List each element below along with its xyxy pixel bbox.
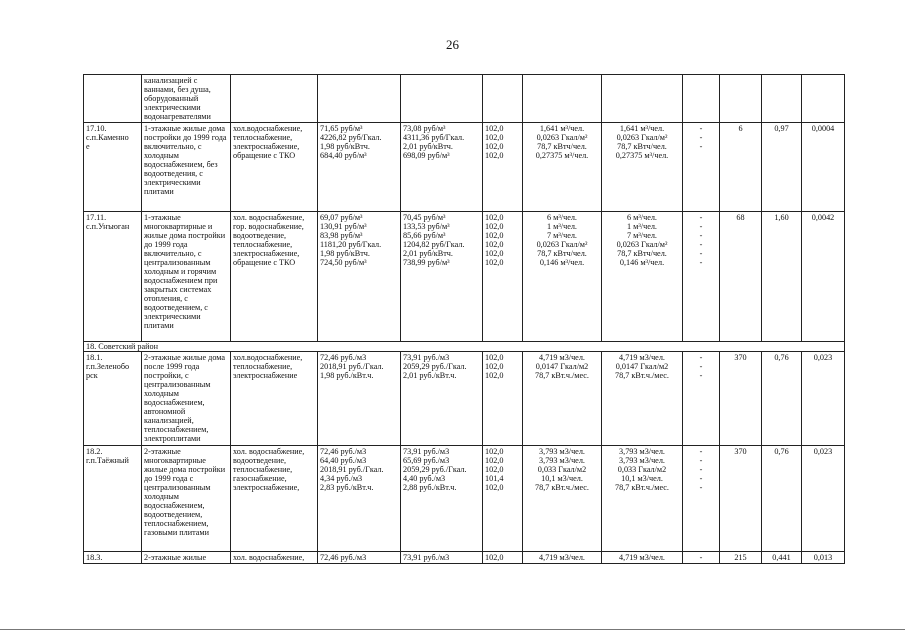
building-type-cell: 2-этажные жилые дома после 1999 года постройки, с централизованным холодным водоснабжением, автономной канализацией, теплоснабжением, электроплитами (142, 352, 231, 446)
index-cell: 102,0 102,0 102,0 101,4 102,0 (483, 446, 523, 552)
services-cell (231, 75, 318, 123)
index-cell: 102,0 (483, 552, 523, 564)
value-cell: 0,97 (762, 123, 802, 212)
norm-first-period-cell: 6 м³/чел. 1 м³/чел. 7 м³/чел. 0,0263 Гкал/м² 78,7 кВтч/чел. 0,146 м³/чел. (523, 212, 602, 342)
tariff-first-period-cell (318, 75, 401, 123)
row-number-cell: 18.3. (84, 552, 142, 564)
value-cell: 0,76 (762, 446, 802, 552)
table-row (84, 212, 845, 342)
value-cell: 0,76 (762, 352, 802, 446)
index-cell: 102,0 102,0 102,0 102,0 102,0 102,0 (483, 212, 523, 342)
tariff-first-period-cell: 71,65 руб/м³ 4226,82 руб/Гкал. 1,98 руб/кВтч. 684,40 руб/м³ (318, 123, 401, 212)
building-type-cell: 1-этажные многоквартирные и жилые дома постройки до 1999 года включительно, с централизованным холодным и горячим водоснабжением при закрытых системах отопления, с водоотведением, с электрическими плитами (142, 212, 231, 342)
share-cell: 0,023 (802, 446, 845, 552)
tariff-second-period-cell: 73,91 руб./м3 65,69 руб./м3 2059,29 руб./Гкал. 4,40 руб./м3 2,88 руб./кВт.ч. (401, 446, 483, 552)
dash-cell: - - - - - - (683, 212, 720, 342)
building-type-cell: 1-этажные жилые дома постройки до 1999 года включительно, с холодным водоснабжением, без водоотведения, с электрическими плитами (142, 123, 231, 212)
index-cell: 102,0 102,0 102,0 102,0 (483, 123, 523, 212)
services-cell: хол.водоснабжение, теплоснабжение, электроснабжение, обращение с ТКО (231, 123, 318, 212)
value-cell (762, 75, 802, 123)
value-cell: 1,60 (762, 212, 802, 342)
norm-second-period-cell: 6 м³/чел. 1 м³/чел. 7 м³/чел. 0,0263 Гкал/м² 78,7 кВтч/чел. 0,146 м³/чел. (602, 212, 683, 342)
tariff-second-period-cell: 73,91 руб./м3 (401, 552, 483, 564)
dash-cell: - - - (683, 123, 720, 212)
dash-cell: - - - - - (683, 446, 720, 552)
row-number-cell: 18.1. г.п.Зеленобо рск (84, 352, 142, 446)
building-type-cell: 2-этажные многоквартирные жилые дома постройки до 1999 года с централизованным холодным водоснабжением, водоотведением, теплоснабжением, газовыми плитами (142, 446, 231, 552)
share-cell: 0,013 (802, 552, 845, 564)
table-body (84, 75, 845, 564)
table-row (84, 552, 845, 564)
scan-edge-line (0, 629, 905, 630)
tariff-second-period-cell: 70,45 руб/м³ 133,53 руб/м³ 85,66 руб/м³ 1204,82 руб/Гкал. 2,01 руб/кВтч. 738,99 руб/м³ (401, 212, 483, 342)
page-number: 26 (446, 37, 459, 52)
table-row (84, 75, 845, 123)
district-heading-row (84, 342, 845, 352)
tariff-second-period-cell: 73,91 руб./м3 2059,29 руб./Гкал. 2,01 руб./кВт.ч. (401, 352, 483, 446)
table-row (84, 123, 845, 212)
district-heading: 18. Советский район (84, 342, 845, 352)
row-number-cell (84, 75, 142, 123)
count-cell: 215 (720, 552, 762, 564)
dash-cell: - - - (683, 352, 720, 446)
norm-second-period-cell: 1,641 м³/чел. 0,0263 Гкал/м² 78,7 кВтч/чел. 0,27375 м³/чел. (602, 123, 683, 212)
count-cell: 6 (720, 123, 762, 212)
value-cell: 0,441 (762, 552, 802, 564)
dash-cell (683, 75, 720, 123)
norm-first-period-cell (523, 75, 602, 123)
index-cell: 102,0 102,0 102,0 (483, 352, 523, 446)
count-cell: 68 (720, 212, 762, 342)
norm-first-period-cell: 3,793 м3/чел. 3,793 м3/чел. 0,033 Гкал/м2 10,1 м3/чел. 78,7 кВт.ч./мес. (523, 446, 602, 552)
building-type-cell: канализацией с ваннами, без душа, оборудованный электрическими водонагревателями (142, 75, 231, 123)
norm-second-period-cell (602, 75, 683, 123)
row-number-cell: 17.11. с.п.Унъюган (84, 212, 142, 342)
share-cell: 0,023 (802, 352, 845, 446)
building-type-cell: 2-этажные жилые (142, 552, 231, 564)
tariff-table (83, 74, 845, 564)
tariff-first-period-cell: 72,46 руб./м3 2018,91 руб./Гкал. 1,98 руб./кВт.ч. (318, 352, 401, 446)
norm-second-period-cell: 4,719 м3/чел. (602, 552, 683, 564)
services-cell: хол. водоснабжение, гор. водоснабжение, водоотведение, теплоснабжение, электроснабжение, обращение с ТКО (231, 212, 318, 342)
share-cell (802, 75, 845, 123)
tariff-first-period-cell: 69,07 руб/м³ 130,91 руб/м³ 83,98 руб/м³ 1181,20 руб/Гкал. 1,98 руб/кВтч. 724,50 руб/м³ (318, 212, 401, 342)
norm-first-period-cell: 4,719 м3/чел. (523, 552, 602, 564)
services-cell: хол. водоснабжение, водоотведение, теплоснабжение, газоснабжение, электроснабжение, (231, 446, 318, 552)
services-cell: хол. водоснабжение, (231, 552, 318, 564)
share-cell: 0,0042 (802, 212, 845, 342)
row-number-cell: 17.10. с.п.Каменно е (84, 123, 142, 212)
count-cell (720, 75, 762, 123)
index-cell (483, 75, 523, 123)
count-cell: 370 (720, 352, 762, 446)
norm-first-period-cell: 4,719 м3/чел. 0,0147 Гкал/м2 78,7 кВт.ч./мес. (523, 352, 602, 446)
share-cell: 0,0004 (802, 123, 845, 212)
norm-second-period-cell: 3,793 м3/чел. 3,793 м3/чел. 0,033 Гкал/м2 10,1 м3/чел. 78,7 кВт.ч./мес. (602, 446, 683, 552)
row-number-cell: 18.2. г.п.Таёжный (84, 446, 142, 552)
tariff-first-period-cell: 72,46 руб./м3 (318, 552, 401, 564)
dash-cell: - (683, 552, 720, 564)
tariff-table-wrapper (83, 74, 845, 564)
tariff-second-period-cell (401, 75, 483, 123)
table-row (84, 446, 845, 552)
table-row (84, 352, 845, 446)
count-cell: 370 (720, 446, 762, 552)
norm-second-period-cell: 4,719 м3/чел. 0,0147 Гкал/м2 78,7 кВт.ч./мес. (602, 352, 683, 446)
services-cell: хол.водоснабжение, теплоснабжение, электроснабжение (231, 352, 318, 446)
norm-first-period-cell: 1,641 м³/чел. 0,0263 Гкал/м² 78,7 кВтч/чел. 0,27375 м³/чел. (523, 123, 602, 212)
tariff-second-period-cell: 73,08 руб/м³ 4311,36 руб/Гкал. 2,01 руб/кВтч. 698,09 руб/м³ (401, 123, 483, 212)
tariff-first-period-cell: 72,46 руб./м3 64,40 руб./м3 2018,91 руб./Гкал. 4,34 руб./м3 2,83 руб./кВт.ч. (318, 446, 401, 552)
